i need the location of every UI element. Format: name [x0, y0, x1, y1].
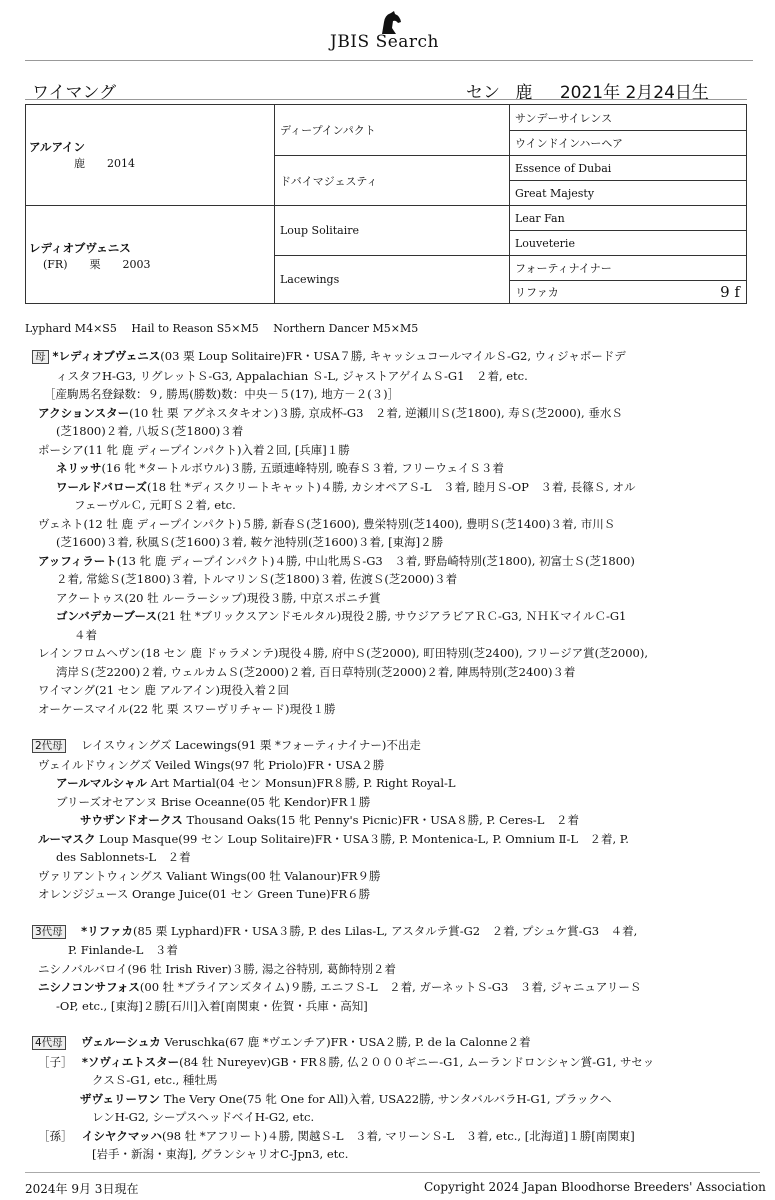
section-tag: 3代母: [32, 925, 66, 939]
record-line: [32, 997, 752, 1016]
record-text: (13 牝 鹿 ディープインパクト)４勝, 中山牝馬Ｓ-G3 ３着, 野島崎特別(芝1800), 初富士Ｓ(芝1800): [116, 553, 635, 568]
horse-link[interactable]: *ソヴィエトスター: [81, 1054, 180, 1069]
family-record: [32, 347, 752, 1164]
record-line: [32, 1108, 752, 1127]
family-number: 9 f: [720, 283, 740, 301]
horse-link[interactable]: *レディオブヴェニス: [52, 349, 161, 363]
record-text: ヴェイルドウィングズ Veiled Wings(97 牝 Priolo)FR・USA２勝: [38, 757, 385, 772]
record-text: (16 牝 *タートルボウル)３勝, 五頭連峰特別, 晩春Ｓ３着, フリーウェイＳ３着: [101, 461, 504, 475]
ped-sd[interactable]: ドバイマジェスティ: [274, 155, 509, 205]
record-line: [32, 459, 752, 478]
ped-ds[interactable]: Loup Solitaire: [274, 205, 509, 255]
horse-link[interactable]: *リファカ: [69, 923, 133, 938]
horse-link[interactable]: アクションスター: [38, 405, 130, 420]
record-line: [32, 347, 752, 367]
record-line: [32, 607, 752, 626]
record-line: [32, 1145, 752, 1164]
record-line: [32, 478, 752, 497]
horse-link[interactable]: ザヴェリーワン: [80, 1091, 161, 1106]
record-text: Veruschka(67 鹿 *ヴエンチア)FR・USA２勝, P. de la Calonne２着: [160, 1035, 531, 1049]
record-line: [32, 867, 752, 886]
record-text: ブリーズオセアンヌ Brise Oceanne(05 牝 Kendor)FR１勝: [56, 794, 371, 809]
record-line: [32, 793, 752, 812]
record-text: レイスウィングズ Lacewings(91 栗 *フォーティナイナー)不出走: [69, 738, 421, 752]
record-line: [32, 404, 752, 423]
record-line: [32, 570, 752, 589]
record-line: [32, 626, 752, 645]
horse-link[interactable]: アッフィラート: [38, 553, 117, 568]
record-text: The Very One(75 牝 One for All)入着, USA22勝, サンタバルバラH-G1, ブラックヘ: [160, 1091, 612, 1106]
record-text: アクートゥス(20 牡 ルーラーシップ)現役３勝, 中京スポニチ賞: [56, 590, 381, 605]
horse-link[interactable]: ルーマスク: [38, 831, 96, 846]
record-line: [32, 552, 752, 571]
record-text: ヴァリアントウィングス Valiant Wings(00 牡 Valanour)FR９勝: [38, 868, 381, 883]
sire-info: 鹿 2014: [74, 157, 135, 170]
record-line: [32, 922, 752, 942]
record-text: (芝1800)２着, 八坂Ｓ(芝1800)３着: [56, 424, 244, 438]
record-line: [32, 533, 752, 552]
footer-divider: [25, 1172, 760, 1173]
record-line: [32, 663, 752, 682]
record-text: オーケースマイル(22 牝 栗 スワーヴリチャード)現役１勝: [38, 701, 336, 716]
record-text: (98 牡 *アフリート)４勝, 関越Ｓ-L ３着, マリーンＳ-L ３着, etc., [北海道]１勝[南関東]: [161, 1128, 635, 1143]
pedigree-table: [25, 104, 747, 304]
section-gap: [32, 904, 752, 922]
ped-ss[interactable]: ディープインパクト: [274, 105, 509, 155]
record-text: クスＳ-G1, etc., 種牡馬: [92, 1073, 218, 1087]
dam-info: (FR) 栗 2003: [43, 258, 151, 271]
ped-dds[interactable]: フォーティナイナー: [509, 255, 746, 280]
record-line: [32, 644, 752, 663]
horse-link[interactable]: ゴンバデカーブース: [56, 609, 157, 623]
record-line: [32, 496, 752, 515]
horse-link[interactable]: ワールドバローズ: [56, 479, 147, 494]
record-text: P. Finlande-L ３着: [68, 943, 178, 957]
record-line: [32, 848, 752, 867]
jbis-logo[interactable]: [328, 8, 468, 54]
record-text: (84 牡 Nureyev)GB・FR８勝, 仏２０００ギニー-G1, ムーランドロンシャン賞-G1, サセッ: [179, 1054, 655, 1069]
inbreeding-crosses: Lyphard M4×S5 Hail to Reason S5×M5 Northern Dancer M5×M5: [25, 322, 419, 335]
record-text: (芝1600)３着, 秋風Ｓ(芝1600)３着, 鞍ケ池特別(芝1600)３着, [東海]２勝: [56, 535, 444, 549]
record-text: ２着, 常総Ｓ(芝1800)３着, トルマリンＳ(芝1800)３着, 佐渡Ｓ(芝2000)３着: [56, 572, 458, 586]
name-underline: [25, 99, 747, 100]
record-text: (85 栗 Lyphard)FR・USA３勝, P. des Lilas-L, アスタルテ賞-G2 ２着, プシュケ賞-G3 ４着,: [132, 923, 638, 938]
record-line: [32, 441, 752, 460]
record-line: [32, 1090, 752, 1109]
record-text: ィスタフH-G3, リグレットＳ-G3, Appalachian Ｓ-L, ジャストアゲイムＳ-G1 ２着, etc.: [56, 368, 528, 383]
record-line: [32, 681, 752, 700]
record-text: Thousand Oaks(15 牝 Penny's Picnic)FR・USA８勝, P. Ceres-L ２着: [182, 813, 579, 827]
header-divider: [25, 60, 753, 61]
sire-name[interactable]: アルアイン: [29, 140, 86, 154]
record-line: [32, 774, 752, 793]
record-text: Art Martial(04 セン Monsun)FR８勝, P. Right Royal-L: [146, 776, 456, 790]
record-line: [32, 811, 752, 830]
record-text: ［孫］: [38, 1128, 82, 1143]
record-text: (21 牡 *ブリックスアンドモルタル)現役２勝, サウジアラビアＲＣ-G3, ＮＨＫマイルＣ-G1: [156, 609, 627, 623]
record-line: [32, 736, 752, 756]
record-text: ４着: [74, 627, 97, 642]
ped-sss[interactable]: サンデーサイレンス: [509, 105, 746, 130]
record-text: ［子］: [38, 1054, 82, 1069]
horse-link[interactable]: サウザンドオークス: [80, 813, 183, 827]
record-text: ポーシア(11 牝 鹿 ディープインパクト)入着２回, [兵庫]１勝: [38, 442, 350, 457]
record-text: レンH-G2, シープスヘッドベイH-G2, etc.: [92, 1110, 315, 1124]
record-text: (10 牡 栗 アグネスタキオン)３勝, 京成杯-G3 ２着, 逆瀬川Ｓ(芝1800), 寿Ｓ(芝2000), 垂水Ｓ: [129, 405, 623, 420]
record-line: [32, 385, 752, 404]
record-text: レインフロムヘヴン(18 セン 鹿 ドゥラメンテ)現役４勝, 府中Ｓ(芝2000), 町田特別(芝2400), フリージア賞(芝2000),: [38, 646, 648, 660]
record-line: [32, 1127, 752, 1146]
record-line: [32, 756, 752, 775]
record-line: [32, 700, 752, 719]
ped-dsd[interactable]: Louveterie: [509, 230, 746, 255]
horse-link[interactable]: ネリッサ: [56, 461, 102, 475]
record-text: (18 牡 *ディスクリートキャット)４勝, カシオペアＳ-L ３着, 睦月Ｓ-OP ３着, 長篠Ｓ, オル: [146, 479, 636, 494]
record-text: ヴェネト(12 牡 鹿 ディープインパクト)５勝, 新春Ｓ(芝1600), 豊栄特別(芝1400), 豊明Ｓ(芝1400)３着, 市川Ｓ: [38, 516, 616, 531]
ped-sdd[interactable]: Great Majesty: [509, 180, 746, 205]
record-text: フェーヴルＣ, 元町Ｓ２着, etc.: [74, 498, 236, 512]
horse-birth: 2021年 2月24日生: [559, 83, 709, 103]
horse-sex: セン: [466, 83, 500, 103]
horse-link[interactable]: ヴェルーシュカ: [69, 1035, 161, 1049]
record-text: Loup Masque(99 セン Loup Solitaire)FR・USA３勝, P. Montenica-L, P. Omnium Ⅱ-L ２着, P.: [95, 831, 629, 846]
record-line: [32, 515, 752, 534]
record-line: [32, 960, 752, 979]
ped-sds[interactable]: Essence of Dubai: [509, 155, 746, 180]
record-line: [32, 422, 752, 441]
section-gap: [32, 1015, 752, 1033]
logo-text: JBIS Search: [330, 32, 440, 52]
dam-cell[interactable]: [26, 205, 274, 303]
horse-link[interactable]: イシヤクマッハ: [81, 1128, 162, 1143]
record-line: [32, 589, 752, 608]
footer-copyright: Copyright 2024 Japan Bloodhorse Breeders' Association: [424, 1180, 766, 1194]
record-line: [32, 941, 752, 960]
ped-dss[interactable]: Lear Fan: [509, 205, 746, 230]
record-text: ［産駒馬名登録数：９, 勝馬(勝数)数：中央－５(17), 地方－２(３)］: [44, 387, 400, 401]
record-text: -OP, etc., [東海]２勝[石川]入着[南関東・佐賀・兵庫・高知]: [56, 998, 368, 1013]
horse-name: ワイマング: [32, 83, 117, 103]
record-text: [岩手・新潟・東海], グランシャリオC-Jpn3, etc.: [92, 1147, 349, 1161]
horse-link[interactable]: アールマルシャル: [56, 776, 147, 790]
horse-link[interactable]: ニシノコンサフォス: [38, 980, 140, 994]
record-text: (03 栗 Loup Solitaire)FR・USA７勝, キャッシュコールマイルＳ-G2, ウィジャボードデ: [160, 349, 626, 363]
ped-ssd[interactable]: ウインドインハーヘア: [509, 130, 746, 155]
record-text: オレンジジュース Orange Juice(01 セン Green Tune)FR６勝: [38, 887, 371, 901]
record-line: [32, 1071, 752, 1090]
record-line: [32, 1033, 752, 1053]
record-line: [32, 830, 752, 849]
record-line: [32, 1053, 752, 1072]
record-line: [32, 367, 752, 386]
section-gap: [32, 718, 752, 736]
horse-color: 鹿: [515, 83, 533, 103]
section-tag: 2代母: [32, 739, 66, 753]
section-tag: 4代母: [32, 1036, 66, 1050]
record-text: ワイマング(21 セン 鹿 アルアイン)現役入着２回: [38, 683, 290, 697]
dam-name[interactable]: レディオブヴェニス: [29, 241, 131, 255]
footer-date: 2024年 9月 3日現在: [25, 1182, 139, 1196]
sire-cell[interactable]: [26, 105, 274, 205]
record-text: 湾岸Ｓ(芝2200)２着, ウェルカムＳ(芝2000)２着, 百日草特別(芝2000)２着, 陣馬特別(芝2400)３着: [56, 664, 576, 679]
ped-ddd[interactable]: リファカ 9 f: [509, 280, 746, 303]
record-line: [32, 978, 752, 997]
section-tag: 母: [32, 350, 49, 364]
record-line: [32, 885, 752, 904]
ped-dd[interactable]: Lacewings: [274, 255, 509, 303]
record-text: ニシノバルバロイ(96 牡 Irish River)３勝, 湯之谷特別, 葛飾特別２着: [38, 961, 396, 976]
record-text: (00 牡 *ブライアンズタイム)９勝, エニフＳ-L ２着, ガーネットＳ-G3 ３着, ジャニュアリーＳ: [139, 980, 642, 994]
record-text: des Sablonnets-L ２着: [56, 850, 191, 864]
